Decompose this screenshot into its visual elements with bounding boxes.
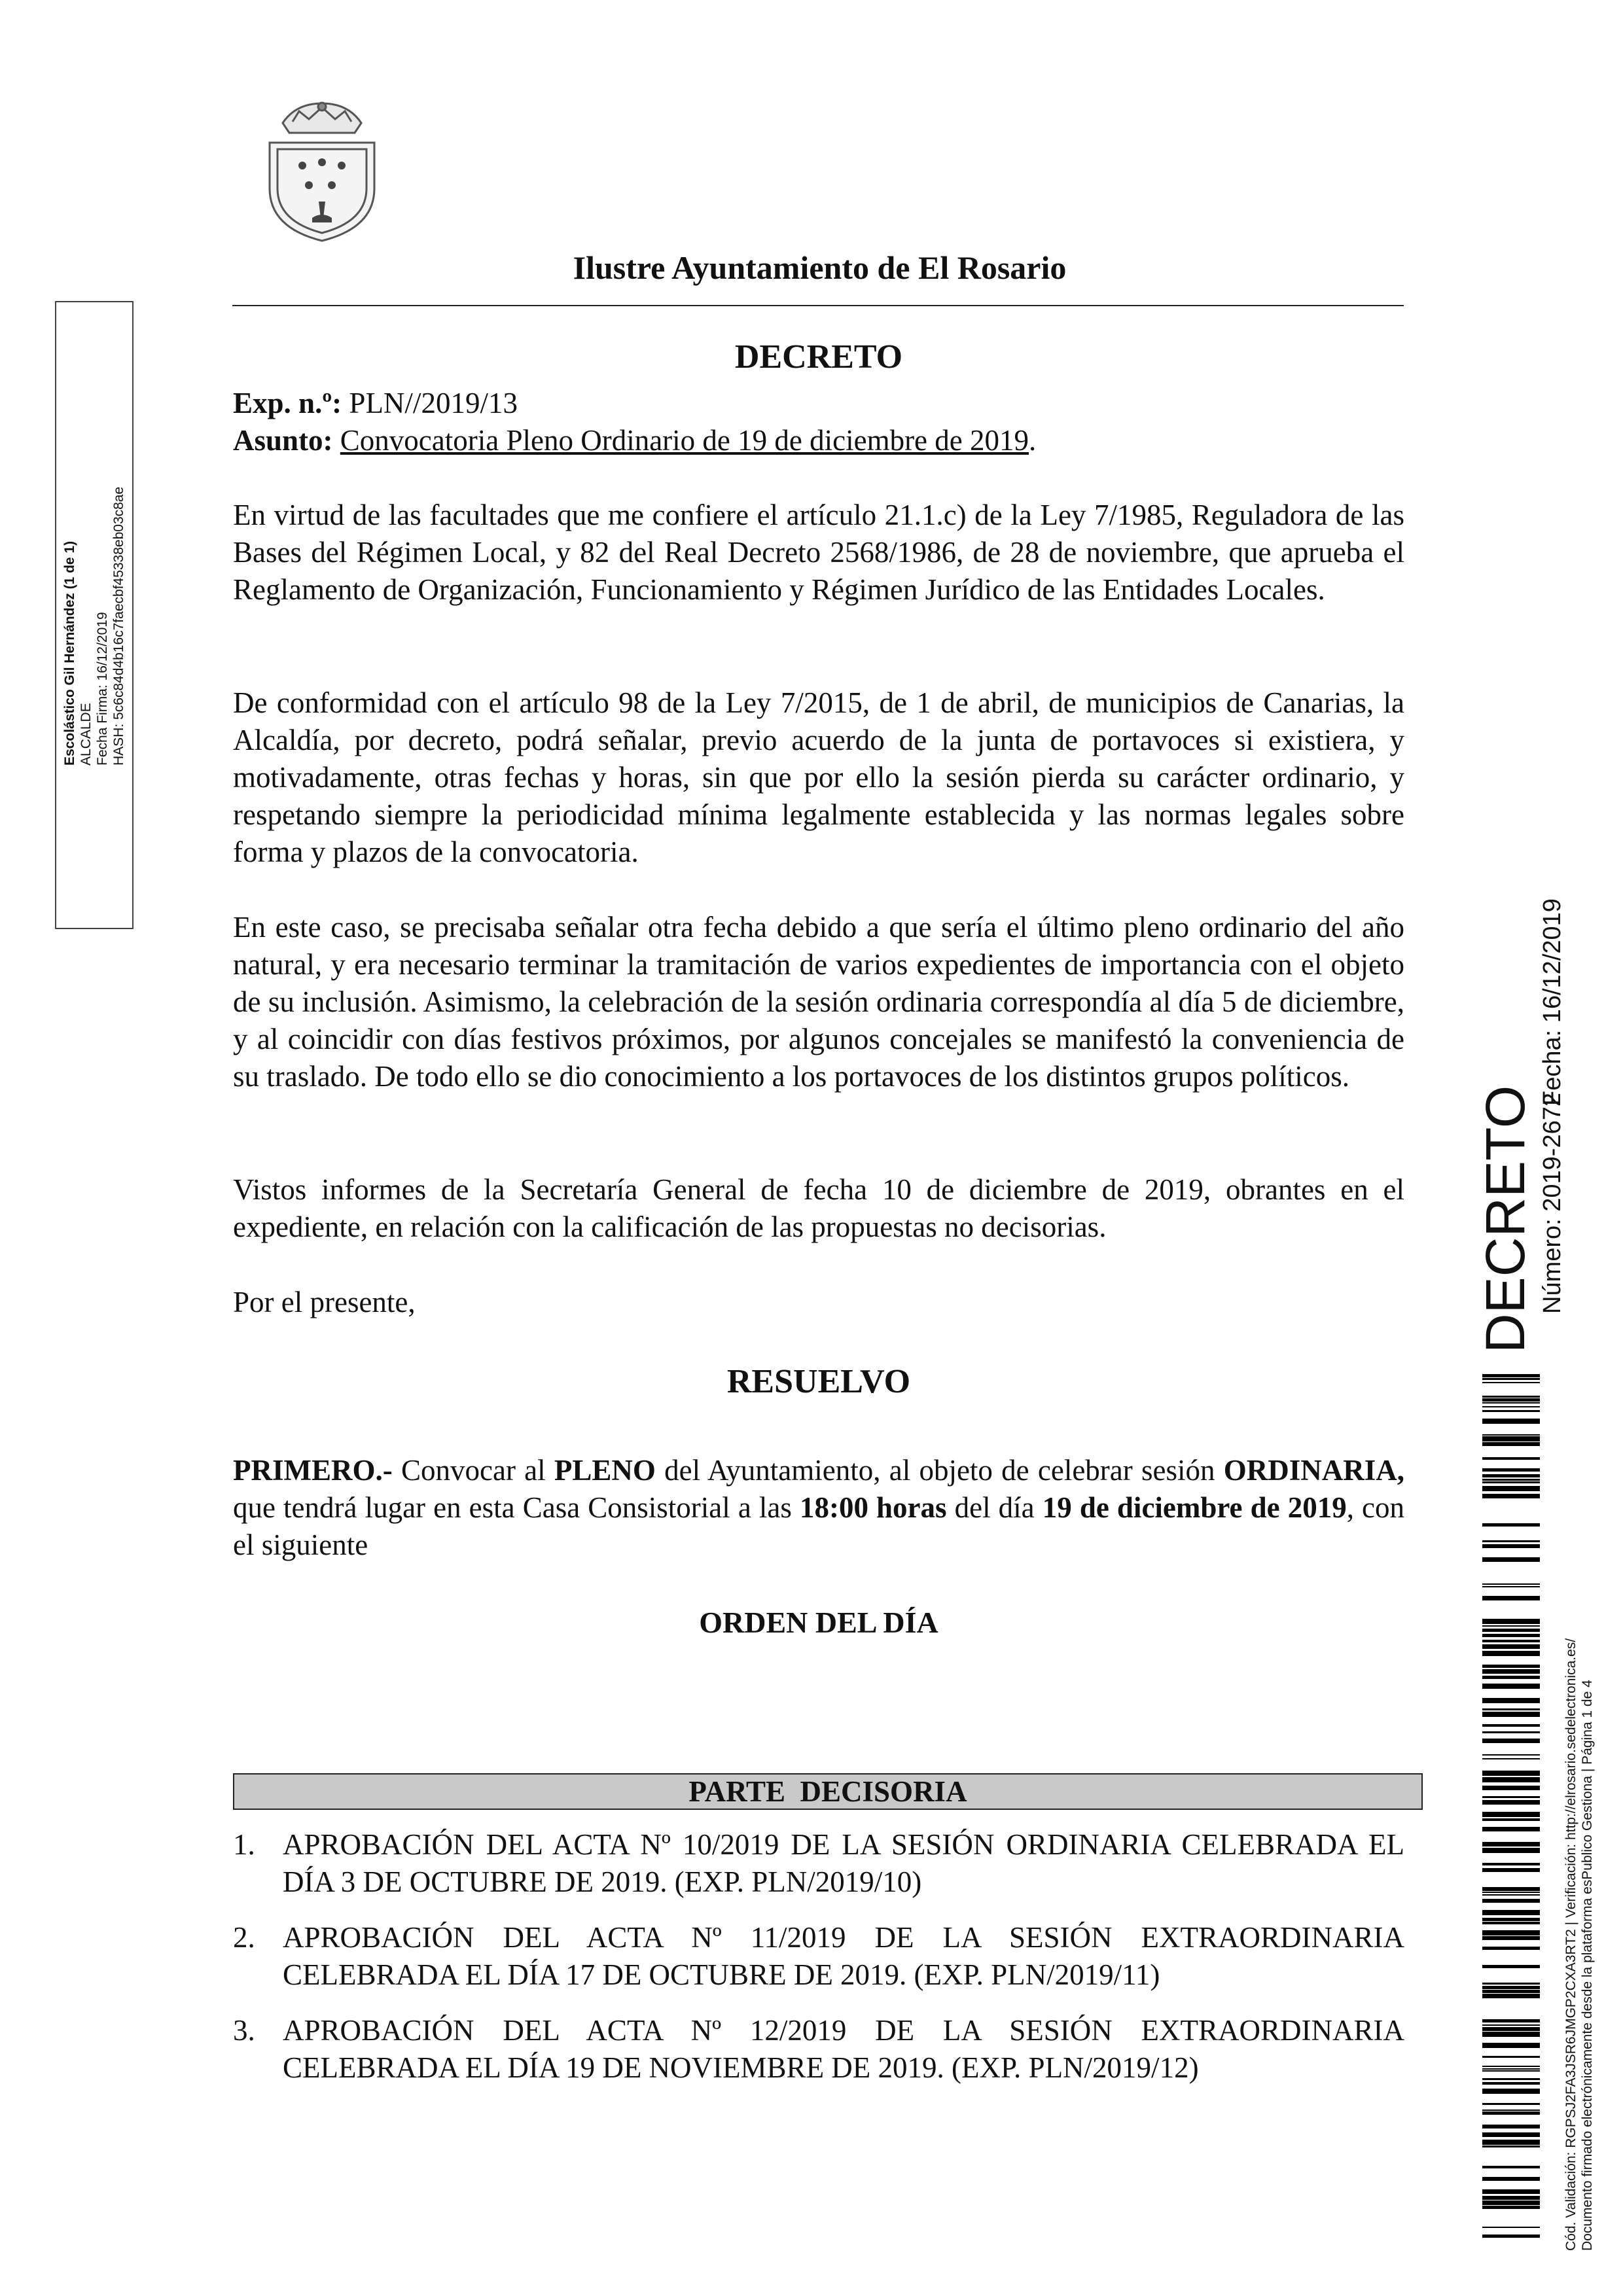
expedient-value: PLN//2019/13 <box>342 387 518 419</box>
stamp-number: Número: 2019-2672 <box>1539 1093 1566 1314</box>
paragraph-primero: PRIMERO.- Convocar al PLENO del Ayuntamiento, al objeto de celebrar sesión ORDINARIA, que tendrá lugar en esta Casa Consistorial a las 18:00 horas del día 19 de diciembre de 2019, con el siguiente <box>233 1454 1405 1561</box>
signer-name: Escolástico Gil Hernández (1 de 1) <box>62 540 77 766</box>
agenda-item-number: 2. <box>233 1921 255 1954</box>
subject-end: . <box>1029 424 1037 457</box>
verification-details <box>1563 1638 1596 2251</box>
stamp-date: Fecha: 16/12/2019 <box>1539 898 1566 1106</box>
verification-line-2: Documento firmado electrónicamente desde la plataforma esPublico Gestiona | Página 1 de 4 <box>1580 1680 1595 2251</box>
subject-value: Convocatoria Pleno Ordinario de 19 de diciembre de 2019 <box>340 424 1029 457</box>
signature-hash: HASH: 5c6c84d4b16c7faecbf45338eb03c8ae <box>111 486 126 766</box>
agenda-item <box>233 2012 1404 2087</box>
signature-details <box>62 425 127 766</box>
agenda-item <box>233 1826 1404 1901</box>
agenda-item-number: 1. <box>233 1828 255 1861</box>
paragraph-legal-basis: En virtud de las facultades que me confiere el artículo 21.1.c) de la Ley 7/1985, Reguladora de las Bases del Régimen Local, y 82 del Real Decreto 2568/1986, de 28 de noviembre, que aprueba el Reglamento de Organización, Funcionamiento y Régimen Jurídico de las Entidades Locales. <box>233 499 1404 606</box>
agenda-heading: ORDEN DEL DÍA <box>699 1606 938 1639</box>
paragraph-reports: Vistos informes de la Secretaría General de fecha 10 de diciembre de 2019, obrantes en el expediente, en relación con la calificación de las propuestas no decisorias. <box>233 1173 1404 1243</box>
paragraph-present: Por el presente, <box>233 1286 416 1318</box>
subject-line <box>233 422 1404 459</box>
header-divider <box>232 305 1404 306</box>
agenda-item <box>233 1919 1404 1994</box>
agenda-item-number: 3. <box>233 2014 255 2047</box>
municipality-title: Ilustre Ayuntamiento de El Rosario <box>573 249 1067 286</box>
stamp-type: DECRETO <box>1474 1085 1536 1353</box>
paragraph-justification: En este caso, se precisaba señalar otra fecha debido a que sería el último pleno ordinario del año natural, y era necesario terminar la tramitación de varios expedientes de importancia con el objeto de su inclusión. Asimismo, la celebración de la sesión ordinaria correspondía al día 5 de diciembre, y al coincidir con días festivos próximos, por algunos concejales se manifestó la conveniencia de su traslado. De todo ello se dio conocimiento a los portavoces de los distintos grupos políticos. <box>233 911 1404 1093</box>
signer-role: ALCALDE <box>79 703 94 766</box>
paragraph-conformity: De conformidad con el artículo 98 de la Ley 7/2015, de 1 de abril, de municipios de Canarias, la Alcaldía, por decreto, podrá señalar, previo acuerdo de la junta de portavoces si existiera, y motivadamente, otras fechas y horas, sin que por ello la sesión pierda su carácter ordinario, y respetando siempre la periodicidad mínima legalmente establecida y las normas legales sobre forma y plazos de la convocatoria. <box>233 686 1404 868</box>
document-title: DECRETO <box>734 338 903 376</box>
section-header-decisoria <box>233 1773 1423 1810</box>
verification-line-1: Cód. Validación: RGPSJ2FA3JSR6JMGP2CXA3RT2 | Verificación: http://elrosario.sedelectronica.es/ <box>1563 1638 1578 2251</box>
barcode-icon <box>1482 1374 1540 2238</box>
agenda-item-text: APROBACIÓN DEL ACTA Nº 12/2019 DE LA SESIÓN EXTRAORDINARIA CELEBRADA EL DÍA 19 DE NOVIEMBRE DE 2019. (EXP. PLN/2019/12) <box>283 2014 1404 2084</box>
agenda-item-text: APROBACIÓN DEL ACTA Nº 10/2019 DE LA SESIÓN ORDINARIA CELEBRADA EL DÍA 3 DE OCTUBRE DE 2019. (EXP. PLN/2019/10) <box>283 1828 1404 1898</box>
resolution-heading: RESUELVO <box>726 1363 911 1400</box>
agenda-item-text: APROBACIÓN DEL ACTA Nº 11/2019 DE LA SESIÓN EXTRAORDINARIA CELEBRADA EL DÍA 17 DE OCTUBRE DE 2019. (EXP. PLN/2019/11) <box>283 1921 1404 1991</box>
expedient-line <box>233 385 1404 422</box>
municipal-coat-of-arms-icon <box>257 97 387 247</box>
section-label: PARTE DECISORIA <box>688 1775 967 1808</box>
expedient-label: Exp. n.º: <box>233 387 342 419</box>
subject-label: Asunto: <box>233 424 333 457</box>
signature-date: Fecha Firma: 16/12/2019 <box>95 612 110 766</box>
